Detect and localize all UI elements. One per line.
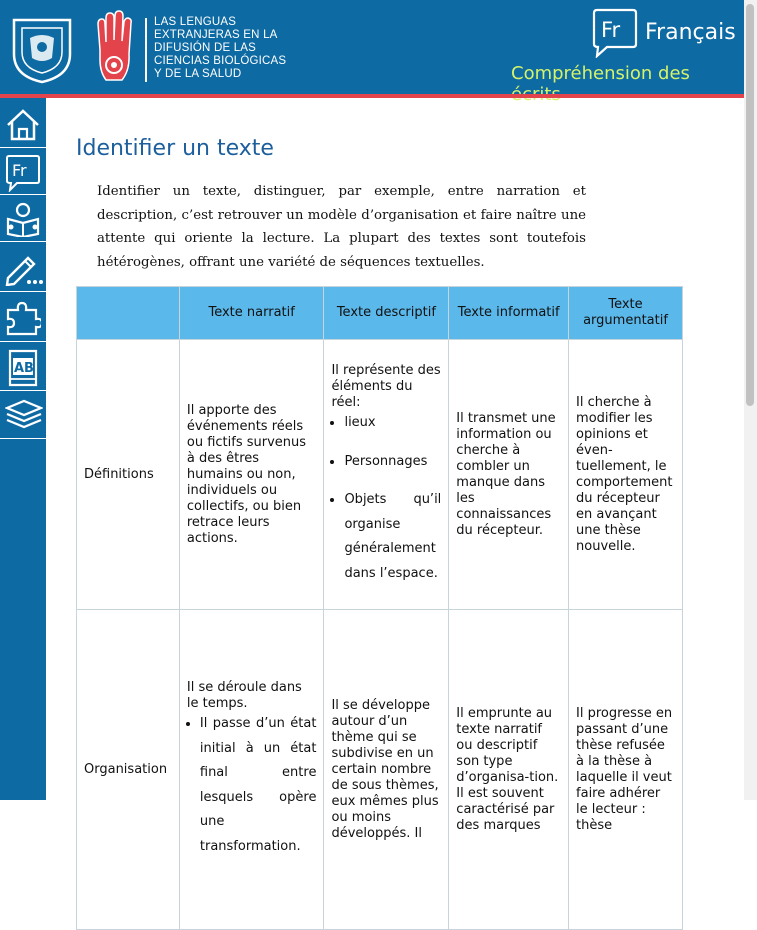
text-types-table: [76, 286, 683, 930]
table-cell: Il se développe autour d’un thème qui se subdivise en un certain nombre de sous thèmes, eux mêmes plus ou moins développés. Il: [324, 610, 449, 930]
table-header: Texte descriptif: [324, 287, 449, 340]
list-item: • Il passe d’un état initial à un état final entre lesquels opère une transformation.: [200, 712, 317, 859]
layers-icon: [5, 398, 43, 432]
table-row: [77, 340, 683, 610]
scrollbar-thumb[interactable]: [746, 4, 754, 406]
ab-book-icon: [5, 349, 41, 387]
institution-name: [154, 16, 286, 81]
sidebar: [0, 98, 46, 800]
pencil-icon: [5, 250, 43, 286]
sidebar-item-writing[interactable]: [0, 245, 46, 289]
list-item: • Objets qu’il organise généralement dans l’espace.: [344, 488, 441, 586]
section-label: Compréhension des: [511, 63, 690, 84]
row-label: Définitions: [77, 340, 180, 610]
app-header: [0, 0, 744, 95]
bullet-list: [331, 411, 441, 586]
institution-line: EXTRANJERAS EN LA: [154, 29, 278, 41]
header-divider: [145, 18, 147, 82]
institution-line: Y DE LA SALUD: [154, 68, 242, 80]
table-header-corner: [77, 287, 180, 340]
table-header-row: [77, 287, 683, 340]
table-row: [77, 610, 683, 930]
cell-intro: Il se déroule dans le temps.: [186, 680, 302, 711]
language-label: Français: [645, 20, 736, 45]
sidebar-item-exercises[interactable]: [0, 295, 46, 339]
fr-speech-bubble-icon: [592, 8, 638, 58]
table-cell: [324, 340, 449, 610]
hand-logo-icon: [92, 10, 136, 84]
sidebar-item-home[interactable]: [0, 103, 46, 147]
table-header: Texte informatif: [449, 287, 569, 340]
sidebar-ab-text: AB: [14, 361, 34, 376]
sidebar-divider: [0, 390, 46, 391]
sidebar-item-francais[interactable]: [0, 149, 46, 193]
sidebar-item-vocabulary[interactable]: [0, 344, 46, 388]
table-cell: [179, 610, 324, 930]
page-title: Identifier un texte: [76, 136, 274, 161]
intro-paragraph: Identifier un texte, distinguer, par exemple, entre narration et description, c’est retrouver un modèle d’organisation et faire naître une attente qui oriente la lecture. La plupart des textes sont toutefois hétérogènes, offrant une variété de séquences textuelles.: [97, 184, 586, 270]
sidebar-divider: [0, 194, 46, 195]
sidebar-item-resources[interactable]: [0, 393, 46, 437]
row-label: Organisation: [77, 610, 180, 930]
header-accent-stripe: [0, 94, 744, 98]
sidebar-divider: [0, 241, 46, 242]
puzzle-icon: [5, 300, 41, 336]
table-header: Texte argumentatif: [569, 287, 683, 340]
table-cell: Il progresse en passant d’une thèse refusée à la thèse à laquelle il veut faire adhérer le lecteur : thèse: [569, 610, 683, 930]
table-header: Texte narratif: [179, 287, 324, 340]
list-item: • lieux: [344, 411, 441, 436]
sidebar-item-reading[interactable]: [0, 196, 46, 240]
sidebar-divider: [0, 291, 46, 292]
fr-badge-text: Fr: [601, 18, 621, 42]
sidebar-divider: [0, 341, 46, 342]
table-cell: Il emprunte au texte narratif ou descriptif son type d’organisa-tion. Il est souvent caractérisé par des marques: [449, 610, 569, 930]
unam-seal-icon: [10, 14, 74, 84]
fr-speech-icon: [5, 154, 41, 192]
table-cell: Il apporte des événements réels ou fictifs survenus à des êtres humains ou non, individuels ou collectifs, ou bien retrace leurs actions.: [179, 340, 324, 610]
institution-line: LAS LENGUAS: [154, 16, 237, 28]
home-icon: [5, 108, 41, 142]
table-cell: Il cherche à modifier les opinions et éven-tuellement, le comportement du récepteur en avançant une thèse nouvelle.: [569, 340, 683, 610]
table-cell: Il transmet une information ou cherche à combler un manque dans les connaissances du récepteur.: [449, 340, 569, 610]
bullet-list: [187, 712, 317, 859]
institution-line: DIFUSIÓN DE LAS: [154, 42, 257, 54]
sidebar-divider: [0, 438, 46, 439]
reader-icon: [5, 201, 41, 237]
sidebar-fr-text: Fr: [12, 161, 27, 180]
list-item: • Personnages: [344, 450, 441, 475]
cell-intro: Il représente des éléments du réel:: [331, 363, 441, 410]
sidebar-divider: [0, 147, 46, 148]
institution-line: CIENCIAS BIOLÓGICAS: [154, 55, 287, 67]
